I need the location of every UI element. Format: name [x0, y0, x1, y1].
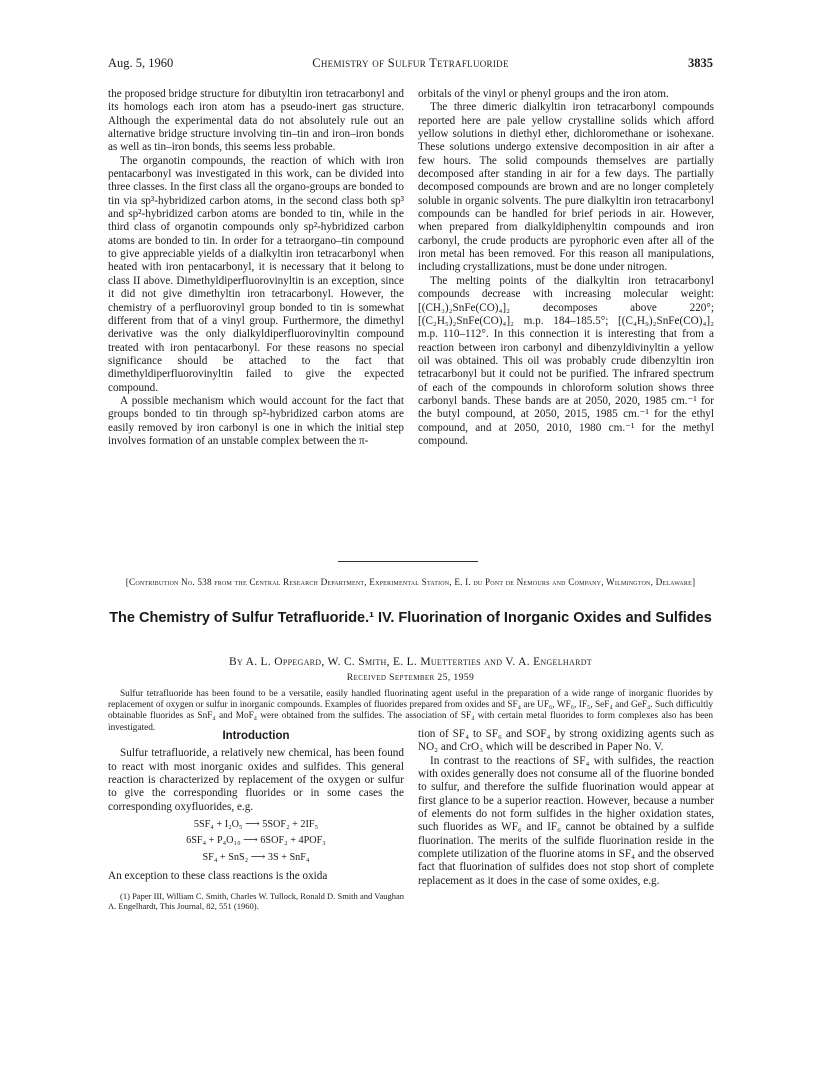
header-journal-section: Chemistry of Sulfur Tetrafluoride — [312, 56, 509, 70]
paragraph: The three dimeric dialkyltin iron tetracarbonyl compounds reported here are pale yellow crystalline solids which afford yellow solutions in diethyl ether, dichloromethane or isohexane. These solutions undergo extensive decomposition in air after a few hours. The solid compounds themselves are partially decomposed after standing in air for a few days. The partially decomposed compounds are brown and are no longer completely soluble in organic solvents. The pure dialkyltin iron tetracarbonyl compounds can be handled for brief periods in air. However, when prepared from dialkyldiphenyltin compounds and iron carbonyl, the crude products are pyrophoric even after all of the iron metal has been removed. For this reason all manipulations, including crystallizations, must be done under nitrogen. — [418, 101, 714, 274]
paragraph: A possible mechanism which would account for the fact that groups bonded to tin through sp²-hybridized carbon atoms are easily removed by iron carbonyl is one in which the initial step involves formation of an unstable complex between the π- — [108, 394, 404, 447]
equation: SF₄ + SnS₂ ⟶ 3S + SnF₄ — [202, 851, 310, 863]
header-date: Aug. 5, 1960 — [108, 56, 174, 70]
section-divider — [338, 561, 478, 562]
page-header — [108, 56, 713, 74]
header-page-number: 3835 — [688, 56, 713, 70]
paragraph: In contrast to the reactions of SF₄ with sulfides, the reaction with oxides generally does not consume all of the fluorine bonded to sulfur, and therefore the sulfide fluorination would appear at first glance to be a superior reaction. However, because a number of elements do not form sulfides in the higher oxidation states, such fluorides as WF₆ and IF₆ cannot be obtained by a sulfide fluorination. The merits of the sulfide fluorination reside in the complete utilization of the fluorine atoms in SF₄ and the observed fact that fluorination of sulfides does not stop short of complete replacement as it does in the case of some oxides, e.g. — [418, 754, 714, 887]
paragraph: An exception to these class reactions is the oxida — [108, 870, 328, 883]
contribution-note: [Contribution No. 538 from the Central Research Department, Experimental Station, E. I. du Pont de Nemours and Company, Wilmington, Delaware] — [125, 577, 696, 587]
paragraph: Sulfur tetrafluoride, a relatively new chemical, has been found to react with most inorganic oxides and sulfides. This general reaction is characterized by replacement of the oxygen or sulfur to give the corresponding fluorides or in some cases the corresponding oxyfluorides, e.g. — [108, 747, 404, 813]
paragraph: orbitals of the vinyl or phenyl groups and the iron atom. — [418, 88, 669, 100]
intro-right-column — [418, 728, 714, 888]
equation: 5SF₄ + I₂O₅ ⟶ 5SOF₂ + 2IF₅ — [193, 819, 319, 831]
intro-left-column — [108, 728, 404, 911]
equation-block — [108, 818, 404, 864]
paragraph: The melting points of the dialkyltin iron tetracarbonyl compounds decrease with increasing molecular weight: [(CH₃)₂SnFe(CO)₄]₂ decomposes above 220°; [(C₂H₅)₂SnFe(CO)₄]₂ m.p. 184–185.5°; [(C₄H₉)₂SnFe(CO)₄]₂ m.p. 110–112°. In this connection it is interesting that from a reaction between iron carbonyl and dibenzyldivinyltin a yellow oil was obtained. This oil was probably crude dibenzyltin iron tetracarbonyl but it could not be purified. The infrared spectrum of each of the compounds in chloroform solution shows three carbonyl bands. These bands are at 2050, 2020, 1985 cm.⁻¹ for the butyl compound, at 2050, 2015, 1985 cm.⁻¹ for the ethyl compound, and at 2050, 2010, 1980 cm.⁻¹ for the methyl compound. — [418, 274, 714, 447]
section-heading: Introduction — [222, 730, 290, 742]
footnote: (1) Paper III, William C. Smith, Charles W. Tullock, Ronald D. Smith and Vaughan A. Engelhardt, This Journal, 82, 551 (1960). — [108, 891, 404, 912]
top-right-column — [418, 88, 714, 448]
top-left-column — [108, 88, 404, 448]
article-authors: By A. L. Oppegard, W. C. Smith, E. L. Muetterties and V. A. Engelhardt — [229, 656, 592, 668]
article-title: The Chemistry of Sulfur Tetrafluoride.¹ IV. Fluorination of Inorganic Oxides and Sulfides — [109, 610, 712, 626]
paragraph: tion of SF₄ to SF₆ and SOF₄ by strong oxidizing agents such as NO₂ and CrO₃ which will be described in Paper No. V. — [418, 728, 714, 754]
abstract: Sulfur tetrafluoride has been found to be a versatile, easily handled fluorinating agent useful in the preparation of a wide range of inorganic fluorides by replacement of oxygen or sulfur in inorganic compounds. Examples of fluorides prepared from oxides and SF₄ are UF₆, WF₆, IF₅, SeF₄ and GeF₄. Such difficultly obtainable fluorides as SnF₄ and MoF₄ were obtained from the sulfides. The association of SF₄ with certain metal fluorides to form complexes also has been investigated. — [108, 689, 713, 733]
equation: 6SF₄ + P₄O₁₀ ⟶ 6SOF₂ + 4POF₃ — [186, 835, 326, 847]
received-date: Received September 25, 1959 — [346, 672, 475, 683]
paragraph: The organotin compounds, the reaction of which with iron pentacarbonyl was investigated in this work, can be divided into three classes. In the first class all the organo-groups are bonded to tin via sp³-hybridized carbon atoms, in the second class both sp³ and sp²-hybridized carbon atoms are bonded to tin, while in the third class of organotin compounds only sp²-hybridized carbon atoms are bonded to tin. In order for a tetraorgano–tin compound to give appreciable yields of a dialkyltin iron tetracarbonyl when heated with iron pentacarbonyl, it is necessary that it belong to class II above. Dimethyldiperfluorovinyltin is an exception, since it did not give dimethyltin iron tetracarbonyl. However, the chemistry of a perfluorovinyl group bonded to tin is somewhat different from that of a vinyl group. Furthermore, the dimethyl derivative was the only dialkyldiperfluorovinyltin compound treated with iron pentacarbonyl. For these reasons no special significance should be attached to the fact that dimethyldiperfluorovinyltin failed to give the expected compound. — [108, 154, 404, 394]
paragraph: the proposed bridge structure for dibutyltin iron tetracarbonyl and its homologs each iron atom has a pseudo-inert gas structure. Although the experimental data do not absolutely rule out an alternative bridge structure involving tin–tin and iron–iron bonds as well as tin–iron bonds, this seems less probable. — [108, 88, 404, 154]
